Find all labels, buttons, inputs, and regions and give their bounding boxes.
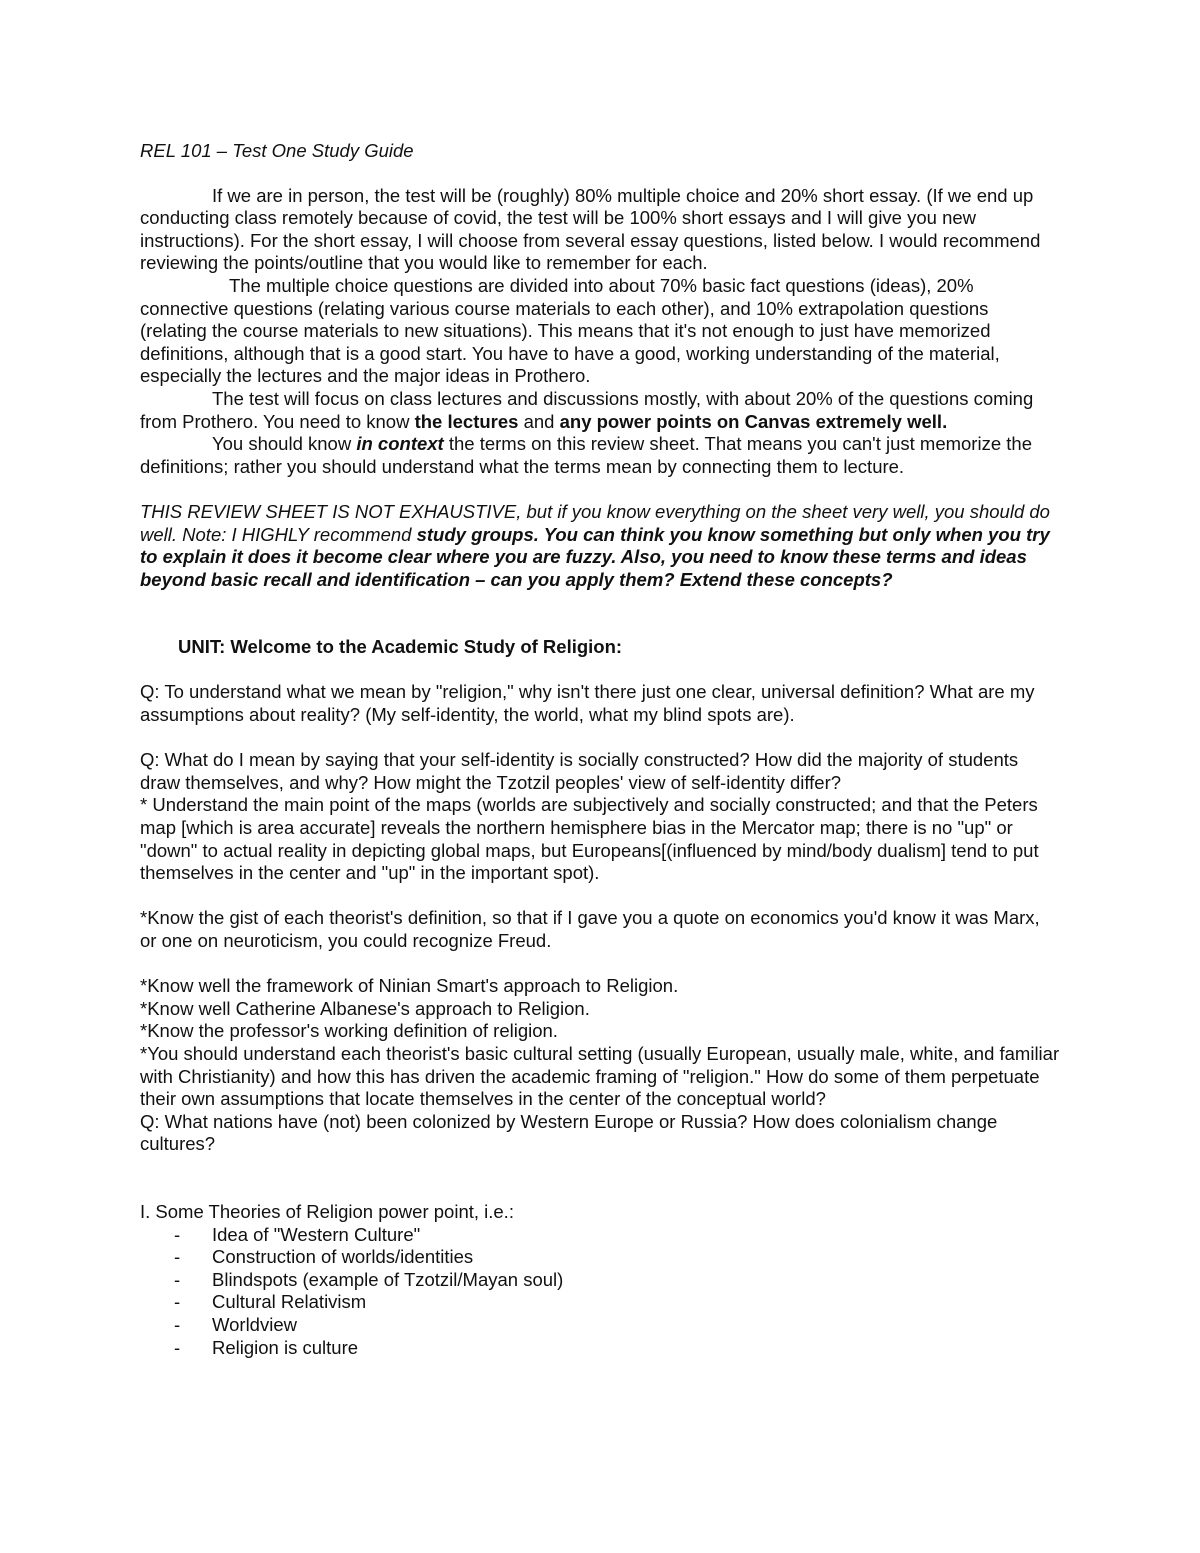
exhaustive-note bbox=[140, 501, 1060, 591]
list-item-text: Construction of worlds/identities bbox=[212, 1246, 474, 1268]
list-item bbox=[140, 1246, 1060, 1269]
dash-marker: - bbox=[174, 1336, 181, 1358]
focus-lectures: the lectures bbox=[414, 410, 519, 432]
maps-note: * Understand the main point of the maps (worlds are subjectively and socially constructed; and that the Peters map [which is area accurate] reveals the northern hemisphere bias in the Mercator map; there is no "up" or "down" to actual reality in depicting global maps, but Europeans[(influenced by mind/body dualism] tend to put themselves in the center and "up" in the important spot). bbox=[140, 794, 1039, 884]
dash-marker: - bbox=[174, 1223, 181, 1245]
list-item-text: Blindspots (example of Tzotzil/Mayan soul) bbox=[212, 1268, 564, 1290]
context-emphasis: in context bbox=[356, 433, 444, 455]
document-body bbox=[140, 140, 1060, 1359]
study-groups-note: study groups. You can think you know something but only when you try to explain it does it become clear where you are fuzzy. Also, you need to know these terms and ideas beyond basic recall and identification – can you apply them? Extend these concepts? bbox=[140, 523, 1050, 590]
multiple-choice-paragraph: The multiple choice questions are divided into about 70% basic fact questions (ideas), 20% connective questions (relating various course materials to each other), and 10% extrapolation questions (relating the course materials to new situations). This means that it's not enough to just have memorized definitions, although that is a good start. You have to have a good, working understanding of the material, especially the lectures and the major ideas in Prothero. bbox=[140, 274, 1000, 387]
unit-heading: UNIT: Welcome to the Academic Study of Religion: bbox=[178, 636, 623, 658]
focus-and: and bbox=[518, 410, 560, 432]
list-item bbox=[140, 1314, 1060, 1337]
dash-marker: - bbox=[174, 1268, 181, 1290]
context-text-c: the terms on this review sheet. That means you can't just memorize the definitions; rather you should understand what the terms mean by connecting them to lecture. bbox=[140, 433, 1032, 477]
theorist-gist-note: *Know the gist of each theorist's definition, so that if I gave you a quote on economics you'd know it was Marx, or one on neuroticism, you could recognize Freud. bbox=[140, 907, 1040, 951]
section-1-heading: I. Some Theories of Religion power point, i.e.: bbox=[140, 1200, 514, 1222]
focus-text: The test will focus on class lectures and discussions mostly, with about 20% of the questions coming from Prothero. You need to know bbox=[140, 387, 1034, 432]
cultural-setting-note: *You should understand each theorist's basic cultural setting (usually European, usually male, white, and familiar with Christianity) and how this has driven the academic framing of "religion." How do some of them perpetuate their own assumptions that locate themselves in the center of the conceptual world? bbox=[140, 1042, 1060, 1110]
context-paragraph bbox=[140, 433, 1060, 478]
list-item bbox=[140, 1291, 1060, 1314]
question-2: Q: What do I mean by saying that your self-identity is socially constructed? How did the majority of students draw themselves, and why? How might the Tzotzil peoples' view of self-identity differ? bbox=[140, 749, 1019, 793]
question-3: Q: What nations have (not) been colonized by Western Europe or Russia? How does colonialism change cultures? bbox=[140, 1110, 998, 1155]
intro-paragraph: If we are in person, the test will be (roughly) 80% multiple choice and 20% short essay. (If we end up conducting class remotely because of covid, the test will be 100% short essays and I will give you new instructions). For the short essay, I will choose from several essay questions, listed below. I would recommend reviewing the points/outline that you would like to remember for each. bbox=[140, 184, 1041, 274]
exhaustive-text: THIS REVIEW SHEET IS NOT EXHAUSTIVE, but if you know everything on the sheet very well, you should do well. Note: I HIGHLY recommend bbox=[140, 500, 1050, 545]
professor-definition-note: *Know the professor's working definition of religion. bbox=[140, 1020, 558, 1042]
smart-note: *Know well the framework of Ninian Smart's approach to Religion. bbox=[140, 975, 679, 997]
focus-paragraph bbox=[140, 388, 1060, 433]
list-item-text: Religion is culture bbox=[212, 1336, 359, 1358]
list-item bbox=[140, 1337, 1060, 1360]
dash-marker: - bbox=[174, 1291, 181, 1313]
list-item-text: Worldview bbox=[212, 1313, 297, 1335]
dash-marker: - bbox=[174, 1313, 181, 1335]
albanese-note: *Know well Catherine Albanese's approach to Religion. bbox=[140, 997, 590, 1019]
question-1: Q: To understand what we mean by "religion," why isn't there just one clear, universal definition? What are my assumptions about reality? (My self-identity, the world, what my blind spots are). bbox=[140, 681, 1035, 726]
dash-marker: - bbox=[174, 1246, 181, 1268]
context-text-a: You should know bbox=[212, 433, 357, 455]
list-item bbox=[140, 1269, 1060, 1292]
section-1-list bbox=[140, 1224, 1060, 1360]
list-item bbox=[140, 1224, 1060, 1247]
document-title: REL 101 – Test One Study Guide bbox=[140, 140, 414, 161]
focus-powerpoints: any power points on Canvas extremely well. bbox=[559, 410, 948, 432]
list-item-text: Idea of "Western Culture" bbox=[212, 1223, 421, 1245]
list-item-text: Cultural Relativism bbox=[212, 1291, 367, 1313]
